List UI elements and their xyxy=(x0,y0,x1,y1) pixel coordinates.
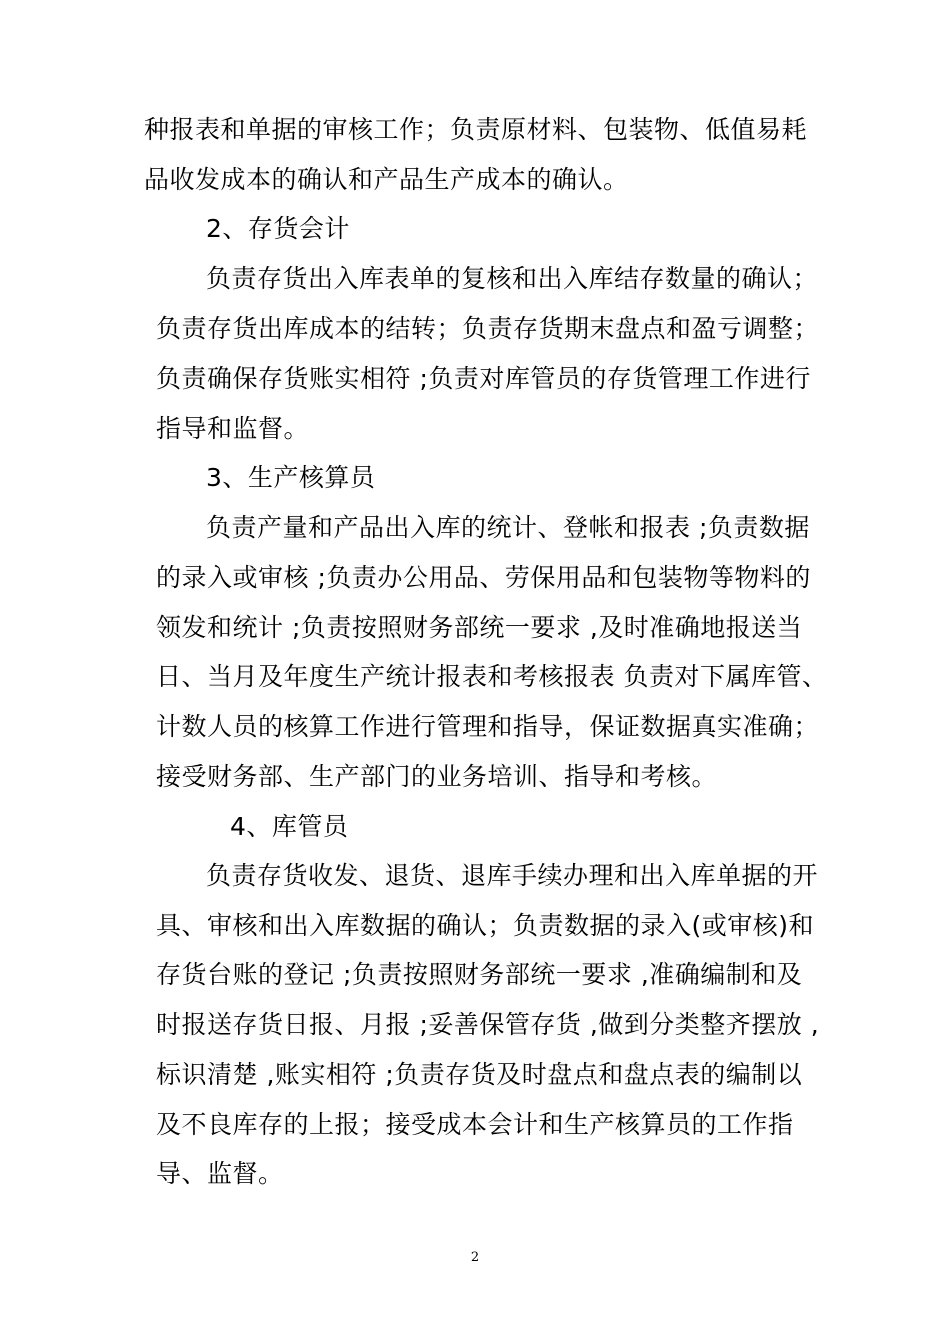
body-text-line: 接受财务部、生产部门的业务培训、指导和考核。 xyxy=(156,762,718,791)
body-text-line: 时报送存货日报、月报 ;妥善保管存货 ,做到分类整齐摆放 , xyxy=(156,1010,820,1039)
body-text-line: 负责存货出库成本的结转；负责存货期末盘点和盈亏调整； xyxy=(156,314,820,343)
body-text-line: 品收发成本的确认和产品生产成本的确认。 xyxy=(144,165,629,194)
body-text-line: 领发和统计 ;负责按照财务部统一要求 ,及时准确地报送当 xyxy=(156,613,803,642)
page-number: 2 xyxy=(470,1250,480,1265)
section-heading-production-accountant: 3、生产核算员 xyxy=(206,463,376,492)
body-text-line: 具、审核和出入库数据的确认；负责数据的录入(或审核)和 xyxy=(156,911,815,940)
body-text-line: 导、监督。 xyxy=(156,1159,284,1188)
body-text-line: 种报表和单据的审核工作；负责原材料、包装物、低值易耗 xyxy=(144,115,808,144)
section-heading-warehouse-keeper: 4、库管员 xyxy=(230,812,349,841)
section-heading-inventory-accountant: 2、存货会计 xyxy=(206,214,350,243)
body-text-line: 计数人员的核算工作进行管理和指导，保证数据真实准确； xyxy=(156,712,820,741)
body-text-line: 负责存货出入库表单的复核和出入库结存数量的确认； xyxy=(206,264,819,293)
body-text-line: 指导和监督。 xyxy=(156,414,310,443)
body-text-line: 负责存货收发、退货、退库手续办理和出入库单据的开 xyxy=(206,861,819,890)
body-text-line: 标识清楚 ,账实相符 ;负责存货及时盘点和盘点表的编制以 xyxy=(156,1060,803,1089)
body-text-line: 负责确保存货账实相符 ;负责对库管员的存货管理工作进行 xyxy=(156,364,811,393)
body-text-line: 日、当月及年度生产统计报表和考核报表 负责对下属库管、 xyxy=(156,662,828,691)
body-text-line: 的录入或审核 ;负责办公用品、劳保用品和包装物等物料的 xyxy=(156,563,811,592)
body-text-line: 负责产量和产品出入库的统计、登帐和报表 ;负责数据 xyxy=(206,513,810,542)
body-text-line: 及不良库存的上报；接受成本会计和生产核算员的工作指 xyxy=(156,1110,794,1139)
body-text-line: 存货台账的登记 ;负责按照财务部统一要求 ,准确编制和及 xyxy=(156,960,803,989)
